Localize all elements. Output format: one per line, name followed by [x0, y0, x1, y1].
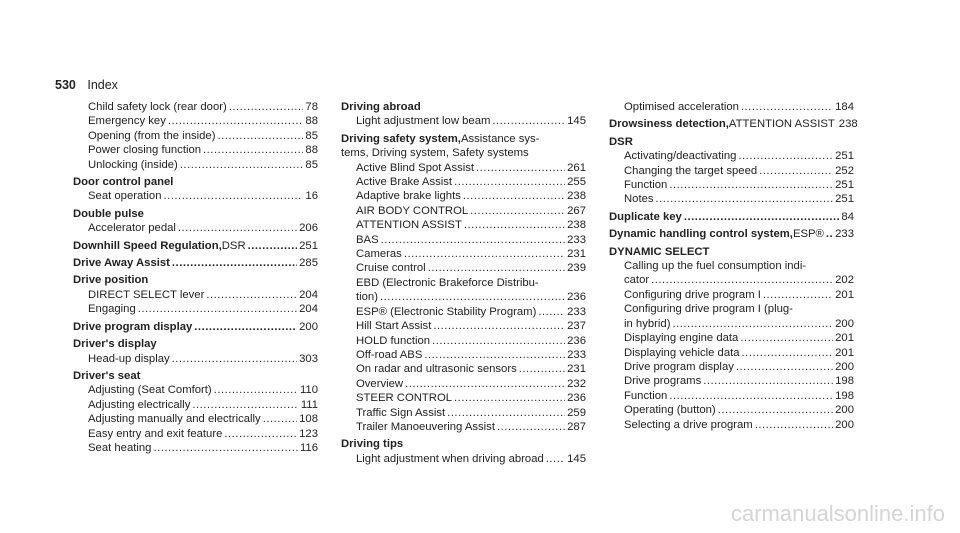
index-subentry: [609, 164, 854, 178]
dot-leader: [651, 273, 833, 287]
index-subentry: [609, 192, 854, 206]
index-subentry: [609, 360, 854, 374]
entry-term: Cruise control: [356, 262, 426, 275]
index-subentry: [609, 403, 854, 417]
dot-leader: [492, 114, 565, 128]
page-reference: 201: [835, 346, 854, 359]
entry-term: STEER CONTROL: [356, 392, 453, 405]
page-reference: 251: [835, 179, 854, 192]
dot-leader: [656, 192, 834, 206]
index-subentry: [341, 175, 586, 189]
entry-term: Unlocking (inside): [88, 158, 178, 171]
index-subentry: [341, 420, 586, 434]
entry-term: Driving tips: [341, 438, 404, 451]
dot-leader: [470, 204, 565, 218]
page-reference: 111: [300, 398, 318, 411]
index-heading: [609, 135, 854, 149]
entry-term: EBD (Electronic Brakeforce Distribu-: [356, 276, 539, 289]
page-reference: 238: [567, 190, 586, 203]
page-reference: 84: [841, 210, 854, 223]
page-reference: 204: [299, 288, 318, 301]
page-number: 530: [55, 78, 76, 92]
entry-term: Calling up the fuel consumption indi-: [624, 260, 807, 273]
dot-leader: [519, 362, 565, 376]
index-subentry: [73, 114, 318, 128]
page-reference: 200: [835, 360, 854, 373]
dot-leader: [736, 360, 833, 374]
entry-qualifier: ESP®: [792, 228, 824, 241]
page-reference: 239: [567, 262, 586, 275]
entry-term: Adjusting manually and electrically: [88, 413, 261, 426]
entry-term: Child safety lock (rear door): [88, 101, 227, 113]
page-reference: 200: [835, 317, 854, 330]
index-subentry: [609, 178, 854, 192]
index-subentry: [73, 383, 318, 397]
index-subentry: [341, 114, 586, 128]
index-heading: [341, 100, 586, 114]
section-title: Index: [87, 78, 118, 92]
index-heading: [609, 117, 858, 131]
entry-term: Drive program display: [73, 320, 193, 333]
page-reference: 110: [299, 384, 318, 397]
watermark: carmanualsonline.info: [730, 501, 945, 526]
index-subentry: [341, 161, 586, 175]
page-reference: 233: [835, 228, 854, 241]
index-subentry: [341, 334, 586, 348]
entry-term: tems, Driving system, Safety systems: [341, 147, 529, 160]
dot-leader: [405, 377, 565, 391]
dot-leader: [248, 239, 298, 253]
dot-leader: [826, 227, 833, 241]
index-heading: [73, 369, 318, 383]
entry-term: Seat operation: [88, 190, 162, 203]
dot-leader: [172, 352, 298, 366]
page-reference: 88: [305, 144, 318, 157]
entry-term: DSR: [609, 135, 633, 148]
index-subentry: [73, 412, 318, 426]
entry-term: Accelerator pedal: [88, 222, 176, 235]
entry-term: in hybrid): [624, 317, 671, 330]
dot-leader: [740, 331, 833, 345]
entry-term: Duplicate key: [609, 210, 682, 223]
index-subentry: [341, 204, 586, 218]
entry-term: Emergency key: [88, 115, 166, 128]
index-column-3: [609, 100, 858, 432]
index-subentry: [73, 100, 318, 114]
dot-leader: [194, 320, 297, 334]
index-subentry: [341, 305, 586, 319]
index-subentry: [609, 374, 854, 388]
page-reference: 236: [567, 392, 586, 405]
entry-term: Adjusting (Seat Comfort): [88, 384, 212, 397]
dot-leader: [172, 256, 297, 270]
index-subentry: [609, 418, 854, 432]
dot-leader: [538, 305, 565, 319]
index-heading: [341, 437, 586, 451]
entry-term: Downhill Speed Regulation,: [73, 239, 222, 252]
page-reference: 236: [567, 291, 586, 304]
page-reference: 78: [305, 101, 318, 113]
page-reference: 231: [567, 248, 586, 261]
page-reference: 233: [567, 305, 586, 318]
entry-term: Active Brake Assist: [356, 176, 453, 189]
dot-leader: [763, 288, 833, 302]
page-reference: 88: [305, 115, 318, 128]
index-subentry: [609, 288, 854, 302]
entry-term: Drive Away Assist: [73, 257, 170, 270]
entry-term: Function: [624, 389, 668, 402]
index-subentry: [73, 143, 318, 157]
entry-term: DYNAMIC SELECT: [609, 245, 710, 258]
entry-term: Operating (button): [624, 404, 716, 417]
index-subentry: [609, 302, 854, 316]
dot-leader: [497, 420, 565, 434]
page-reference: 116: [299, 441, 318, 454]
dot-leader: [433, 319, 565, 333]
index-subentry: [609, 259, 854, 273]
index-subentry: [73, 158, 318, 172]
page-reference: 252: [835, 164, 854, 177]
entry-term: Power closing function: [88, 144, 202, 157]
dot-leader: [759, 164, 833, 178]
index-heading: [609, 245, 854, 259]
page-reference: 184: [835, 101, 854, 113]
index-subentry: [341, 319, 586, 333]
dot-leader: [669, 389, 833, 403]
dot-leader: [217, 129, 303, 143]
dot-leader: [703, 374, 833, 388]
index-subentry: [609, 149, 854, 163]
page-header: [55, 78, 118, 92]
entry-term: Driver's display: [73, 338, 157, 351]
entry-term: Selecting a drive program: [624, 418, 753, 431]
page-reference: 238: [838, 118, 858, 131]
dot-leader: [214, 383, 298, 397]
entry-term: Driver's seat: [73, 369, 141, 382]
dot-leader: [755, 418, 833, 432]
dot-leader: [463, 189, 565, 203]
entry-term: Activating/deactivating: [624, 150, 737, 163]
page-reference: 200: [835, 404, 854, 417]
page-reference: 237: [567, 320, 586, 333]
dot-leader: [447, 406, 565, 420]
entry-term: Trailer Manoeuvering Assist: [356, 420, 495, 433]
page-reference: 232: [567, 377, 586, 390]
entry-term: Configuring drive program I (plug-: [624, 303, 793, 316]
dot-leader: [672, 317, 833, 331]
index-subentry: [73, 288, 318, 302]
entry-term: cator: [624, 274, 650, 287]
page-reference: 231: [567, 363, 586, 376]
entry-term: Drive position: [73, 274, 149, 287]
index-subentry: [341, 189, 586, 203]
index-subentry: [609, 100, 854, 114]
dot-leader: [424, 348, 565, 362]
index-column-2: [341, 100, 586, 466]
index-subentry: [341, 290, 586, 304]
entry-term: ATTENTION ASSIST: [356, 219, 462, 232]
index-subentry: [341, 406, 586, 420]
entry-term: HOLD function: [356, 334, 431, 347]
page-reference: 251: [835, 150, 854, 163]
entry-term: Adaptive brake lights: [356, 190, 461, 203]
dot-leader: [206, 288, 297, 302]
entry-term: Double pulse: [73, 207, 144, 220]
page-reference: 255: [567, 176, 586, 189]
dot-leader: [454, 175, 565, 189]
index-heading: [73, 273, 318, 287]
entry-term: On radar and ultrasonic sensors: [356, 363, 517, 376]
entry-term: Optimised acceleration: [624, 101, 739, 113]
index-subentry: [341, 218, 586, 232]
dot-leader: [428, 261, 565, 275]
index-subentry: [73, 352, 318, 366]
dot-leader: [741, 100, 833, 114]
index-subentry: [341, 362, 586, 376]
dot-leader: [178, 221, 297, 235]
entry-term: Overview: [356, 377, 404, 390]
page-reference: 259: [567, 406, 586, 419]
page-reference: 201: [835, 288, 854, 301]
index-heading: [341, 132, 586, 146]
index-subentry: [73, 398, 318, 412]
page-reference: 198: [835, 375, 854, 388]
dot-leader: [229, 100, 304, 114]
page-reference: 204: [299, 303, 318, 316]
index-subentry: [341, 233, 586, 247]
dot-leader: [718, 403, 833, 417]
entry-term: Drowsiness detection,: [609, 118, 729, 131]
index-subentry: [341, 247, 586, 261]
dot-leader: [476, 161, 565, 175]
entry-term: Light adjustment low beam: [356, 115, 491, 128]
entry-term: Notes: [624, 193, 654, 206]
page-reference: 206: [299, 222, 318, 235]
entry-term: Dynamic handling control system,: [609, 228, 793, 241]
index-subentry: [73, 302, 318, 316]
index-heading: [609, 227, 854, 241]
index-heading: [73, 207, 318, 221]
page-reference: 198: [835, 389, 854, 402]
entry-term: Driving safety system,: [341, 132, 461, 145]
entry-term: Engaging: [88, 303, 136, 316]
page-reference: 108: [299, 413, 318, 426]
page-reference: 303: [299, 352, 318, 365]
index-subentry: [341, 276, 586, 290]
page-reference: 238: [567, 219, 586, 232]
page-reference: 236: [567, 334, 586, 347]
entry-term: Easy entry and exit feature: [88, 427, 223, 440]
dot-leader: [464, 218, 565, 232]
index-subentry: [73, 441, 318, 455]
index-subentry: [341, 377, 586, 391]
index-subentry: [609, 331, 854, 345]
entry-qualifier: Assistance sys-: [460, 132, 540, 145]
index-heading: [609, 210, 854, 224]
entry-term: Traffic Sign Assist: [356, 406, 446, 419]
page-reference: 233: [567, 233, 586, 246]
index-subentry: [73, 427, 318, 441]
page-reference: 200: [835, 418, 854, 431]
dot-leader: [263, 412, 297, 426]
dot-leader: [738, 149, 833, 163]
dot-leader: [669, 178, 833, 192]
dot-leader: [684, 210, 840, 224]
entry-term: Door control panel: [73, 176, 174, 189]
index-subentry: [73, 221, 318, 235]
entry-term: Configuring drive program I: [624, 288, 761, 301]
page-reference: 85: [305, 158, 318, 171]
entry-term: Off-road ABS: [356, 348, 423, 361]
entry-term: Displaying engine data: [624, 332, 739, 345]
dot-leader: [164, 189, 304, 203]
page-reference: 123: [299, 427, 318, 440]
dot-leader: [153, 441, 298, 455]
index-subentry: [609, 273, 854, 287]
page-reference: 201: [835, 332, 854, 345]
dot-leader: [180, 158, 304, 172]
page-reference: 145: [567, 115, 586, 128]
entry-term: Drive program display: [624, 360, 734, 373]
entry-term: Cameras: [356, 248, 402, 261]
index-subentry: [609, 389, 854, 403]
entry-term: Light adjustment when driving abroad: [356, 452, 544, 465]
dot-leader: [454, 391, 565, 405]
entry-term: Adjusting electrically: [88, 398, 191, 411]
dot-leader: [380, 290, 565, 304]
page-reference: 202: [835, 274, 854, 287]
index-subentry: [341, 452, 586, 466]
index-subentry: [341, 391, 586, 405]
index-subentry: [341, 348, 586, 362]
page-reference: 285: [299, 257, 318, 270]
entry-term: ESP® (Electronic Stability Program): [356, 305, 537, 318]
dot-leader: [742, 346, 834, 360]
index-subentry: [341, 261, 586, 275]
page-reference: 251: [835, 193, 854, 206]
index-subentry: [73, 129, 318, 143]
entry-term: Seat heating: [88, 441, 152, 454]
page-reference: 145: [567, 452, 586, 465]
entry-term: Driving abroad: [341, 101, 421, 113]
page-reference: 200: [299, 320, 318, 333]
entry-term: Head-up display: [88, 352, 170, 365]
entry-qualifier: ATTENTION ASSIST: [728, 118, 835, 131]
dot-leader: [138, 302, 297, 316]
dot-leader: [432, 334, 565, 348]
dot-leader: [381, 233, 566, 247]
page-reference: 287: [567, 420, 586, 433]
index-heading: [73, 320, 318, 334]
page-reference: 251: [299, 239, 318, 252]
index-heading: [73, 239, 318, 253]
dot-leader: [546, 452, 565, 466]
dot-leader: [404, 247, 565, 261]
dot-leader: [192, 398, 298, 412]
dot-leader: [203, 143, 303, 157]
index-heading: [73, 175, 318, 189]
entry-term: Active Blind Spot Assist: [356, 161, 475, 174]
index-continuation: [341, 146, 586, 160]
dot-leader: [168, 114, 304, 128]
index-heading: [73, 256, 318, 270]
entry-term: BAS: [356, 233, 379, 246]
dot-leader: [224, 427, 297, 441]
index-subentry: [609, 346, 854, 360]
index-subentry: [609, 317, 854, 331]
entry-term: Displaying vehicle data: [624, 346, 740, 359]
index-column-1: [73, 100, 318, 455]
entry-term: DIRECT SELECT lever: [88, 288, 205, 301]
entry-term: Drive programs: [624, 375, 702, 388]
index-heading: [73, 337, 318, 351]
page-reference: 267: [567, 204, 586, 217]
entry-term: AIR BODY CONTROL: [356, 204, 469, 217]
page-reference: 233: [567, 348, 586, 361]
page-reference: 16: [305, 190, 318, 203]
page-reference: 85: [305, 129, 318, 142]
page-reference: 261: [567, 161, 586, 174]
entry-term: Changing the target speed: [624, 164, 758, 177]
entry-term: Hill Start Assist: [356, 320, 432, 333]
entry-term: Opening (from the inside): [88, 129, 216, 142]
entry-term: Function: [624, 179, 668, 192]
entry-term: tion): [356, 291, 378, 304]
entry-qualifier: DSR: [221, 239, 246, 252]
index-subentry: [73, 189, 318, 203]
